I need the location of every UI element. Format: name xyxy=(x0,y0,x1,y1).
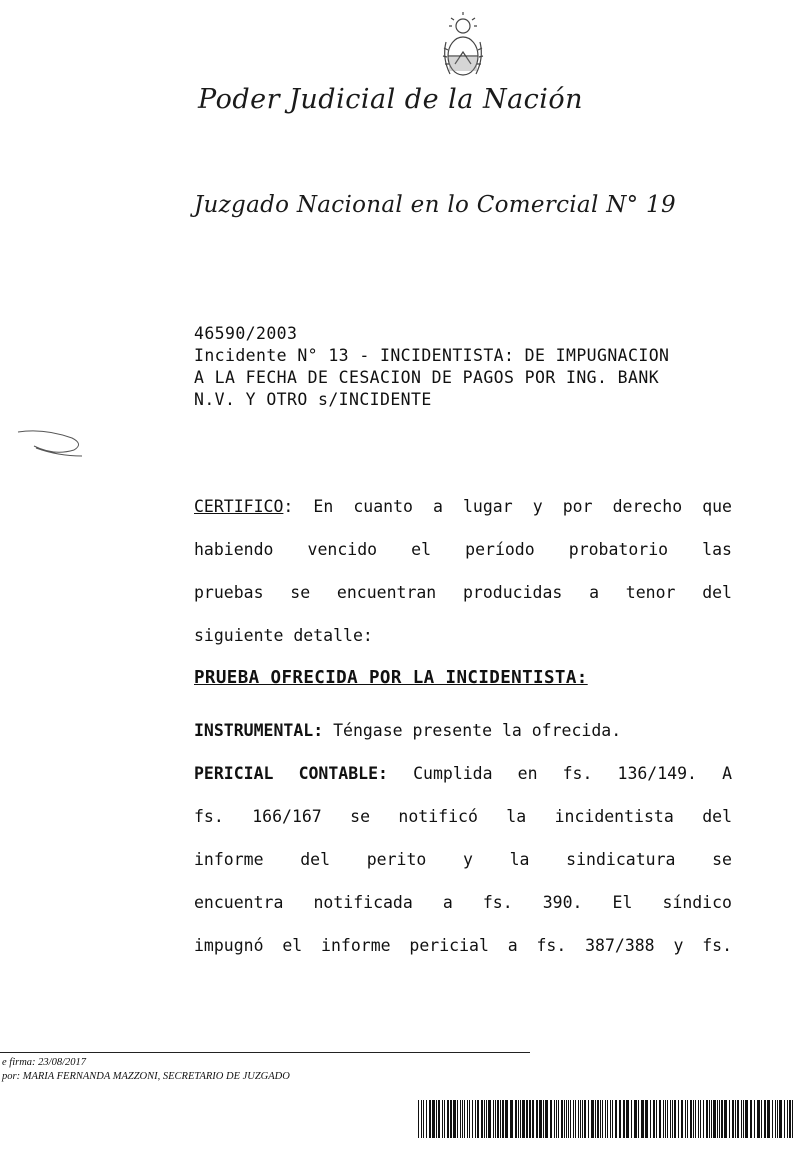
pen-mark-icon xyxy=(14,426,86,460)
paragraph-text: pruebas se encuentran producidas a tenor del xyxy=(194,583,732,602)
case-caption xyxy=(194,323,734,411)
certifico-label: CERTIFICO xyxy=(194,497,284,516)
court-subtitle: Juzgado Nacional en lo Comercial N° 19 xyxy=(194,192,676,218)
section-heading: PRUEBA OFRECIDA POR LA INCIDENTISTA: xyxy=(194,668,588,688)
caption-line: Incidente N° 13 - INCIDENTISTA: DE IMPUGNACION xyxy=(194,346,670,365)
paragraph-line xyxy=(194,528,732,571)
coat-of-arms-icon xyxy=(440,12,486,82)
paragraph-text: informe del perito y la sindicatura se xyxy=(194,850,732,869)
signature-rule xyxy=(0,1052,530,1053)
court-name: Poder Judicial de la Nación xyxy=(198,84,584,115)
paragraph-text: Cumplida en fs. 136/149. A xyxy=(387,764,733,783)
pericial-paragraph xyxy=(194,752,732,967)
paragraph-line xyxy=(194,485,732,528)
instrumental-text: Téngase presente la ofrecida. xyxy=(323,721,622,740)
caption-line: N.V. Y OTRO s/INCIDENTE xyxy=(194,390,432,409)
certificate-paragraph xyxy=(194,485,732,657)
paragraph-line xyxy=(194,614,732,657)
signature-date: e firma: 23/08/2017 xyxy=(2,1057,86,1068)
paragraph-line xyxy=(194,924,732,967)
paragraph-line xyxy=(194,571,732,614)
paragraph-text: fs. 166/167 se notificó la incidentista del xyxy=(194,807,732,826)
paragraph-line xyxy=(194,881,732,924)
signer-name: por: MARIA FERNANDA MAZZONI, SECRETARIO DE JUZGADO xyxy=(2,1071,290,1082)
paragraph-text: habiendo vencido el período probatorio las xyxy=(194,540,732,559)
paragraph-line xyxy=(194,752,732,795)
paragraph-text: encuentra notificada a fs. 390. El síndico xyxy=(194,893,732,912)
instrumental-line xyxy=(194,716,621,746)
case-number: 46590/2003 xyxy=(194,324,298,343)
paragraph-text: siguiente detalle: xyxy=(194,626,373,645)
caption-line: A LA FECHA DE CESACION DE PAGOS POR ING. BANK xyxy=(194,368,660,387)
paragraph-line xyxy=(194,838,732,881)
paragraph-line xyxy=(194,795,732,838)
paragraph-text: impugnó el informe pericial a fs. 387/388 y fs. xyxy=(194,936,732,955)
paragraph-text: : En cuanto a lugar y por derecho que xyxy=(283,497,732,516)
instrumental-label: INSTRUMENTAL: xyxy=(194,721,324,740)
barcode-icon xyxy=(418,1100,796,1138)
pericial-label: PERICIAL CONTABLE: xyxy=(194,764,388,783)
